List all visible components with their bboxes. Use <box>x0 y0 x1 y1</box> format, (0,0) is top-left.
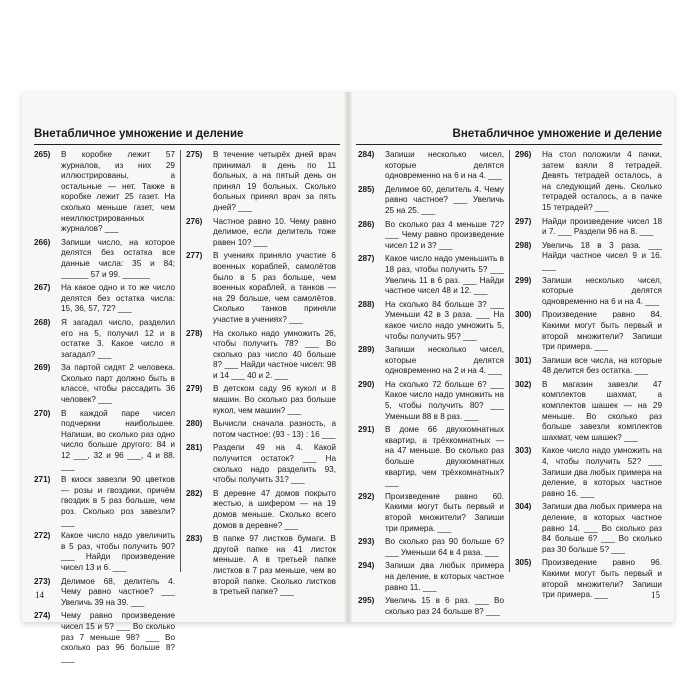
exercise-number: 301) <box>515 355 532 365</box>
exercise-item <box>358 425 504 489</box>
exercise-item <box>34 150 175 235</box>
exercise-number: 288) <box>358 299 375 309</box>
exercise-text: В деревне 47 домов покрыто жестью, а шифером — на 19 домов меньше. Сколько всего домов в деревне? ___ <box>213 488 336 530</box>
exercise-number: 302) <box>515 379 532 389</box>
exercise-item <box>186 150 336 214</box>
exercise-item <box>34 283 175 315</box>
exercise-text: Запиши два любых примера на деление, в которых частное равно 11. ___ <box>385 561 504 592</box>
exercise-number: 287) <box>358 254 375 264</box>
exercise-text: Запиши все числа, на которые 48 делится без остатка. ___ <box>542 355 662 376</box>
exercise-text: В течение четырёх дней врач принимал в день по 11 больных, а на пятый день он принял 19 больных. Сколько больных принял врач за пять дней? ___ <box>213 150 336 212</box>
exercise-text: Какое число надо увеличить в 5 раз, чтобы получить 90? ___ Найди произведение чисел 13 и 6. ___ <box>61 531 175 572</box>
exercise-text: На сколько 84 больше 3? ___ Уменьши 42 в 3 раза. ___ На какое число надо умножить 5, чтобы получить 95? ___ <box>385 299 504 341</box>
exercise-number: 293) <box>358 537 375 547</box>
exercise-text: Какое число надо умножить на 4, чтобы получить 52? ___ Запиши два любых примера на деление, в которых частное равно 16. ___ <box>542 446 662 498</box>
exercise-number: 268) <box>34 317 51 327</box>
title-rule <box>34 144 340 145</box>
page-title: Внетабличное умножение и деление <box>34 128 244 140</box>
exercise-number: 284) <box>358 150 375 159</box>
exercise-item <box>515 310 662 352</box>
exercise-item <box>358 561 504 593</box>
exercise-text: Произведение равно 84. Какими могут быть первый и второй множители? Запиши три примера. ___ <box>542 310 662 352</box>
exercise-item <box>515 356 662 377</box>
exercise-item <box>186 489 336 531</box>
title-rule <box>356 144 662 145</box>
exercise-text: Увеличь 18 в 3 раза. ___ Найди частное чисел 9 и 16. ___ <box>542 240 662 271</box>
exercise-text: Во сколько раз 4 меньше 72? ___ Чему равно произведение чисел 12 и 3? ___ <box>385 219 504 250</box>
exercise-item <box>358 150 504 182</box>
exercise-text: Запиши число, на которое делятся без остатка все данные числа: 35 и 84; ______ 57 и 99. ______ <box>61 237 175 279</box>
exercise-text: В детском саду 96 кукол и 8 машин. Во сколько раз больше кукол, чем машин? ___ <box>213 384 336 415</box>
exercise-text: Я загадал число, разделил его на 5, получил 12 и в остатке 3. Какое число я загадал? ___ <box>61 317 175 359</box>
book-spine <box>344 92 352 622</box>
exercise-item <box>186 534 336 598</box>
exercise-item <box>358 492 504 534</box>
exercise-text: В каждой паре чисел подчеркни наибольшее. Напиши, во сколько раз одно число больше другого: 84 и 12 ___, 32 и 96 ___, 4 и 88. ___ <box>61 408 175 471</box>
page-title: Внетабличное умножение и деление <box>452 128 662 140</box>
exercise-number: 303) <box>515 446 532 456</box>
exercise-text: В коробке лежит 57 журналов, из них 29 иллюстрированы, а остальные — нет. Также в коробке лежит 25 газет. На сколько меньше газет, чем неиллюстрированных журналов? ___ <box>61 150 175 234</box>
left-page-column-2 <box>186 150 336 601</box>
exercise-number: 265) <box>34 150 51 159</box>
open-workbook <box>22 92 674 663</box>
exercise-text: Найди произведение чисел 18 и 7. ___ Раздели 96 на 8. ___ <box>542 216 662 237</box>
exercise-item <box>515 241 662 273</box>
left-page-column-1 <box>34 150 175 667</box>
exercise-number: 291) <box>358 425 375 435</box>
exercise-text: Вычисли сначала разность, а потом частное: (93 - 13) : 16 ___ <box>213 419 336 439</box>
exercise-number: 304) <box>515 502 532 512</box>
exercise-item <box>34 363 175 405</box>
exercise-text: В папке 97 листков бумаги. В другой папке на 41 листок меньше. А в третьей папке листков в 7 раз меньше, чем во второй папке. Сколько листков в третьей папке? ___ <box>213 534 336 597</box>
right-page <box>352 92 674 622</box>
column-divider <box>509 150 510 572</box>
exercise-item <box>515 217 662 238</box>
exercise-item <box>34 531 175 573</box>
exercise-number: 274) <box>34 611 51 621</box>
exercise-text: Произведение равно 96. Какими могут быть первый и второй множители? Запиши три примера. ___ <box>542 558 662 600</box>
exercise-text: На какое одно и то же число делятся без остатка числа: 15, 36, 57, 72? ___ <box>61 283 175 314</box>
exercise-number: 294) <box>358 561 375 571</box>
exercise-number: 281) <box>186 443 203 453</box>
exercise-item <box>34 475 175 528</box>
exercise-text: За партой сидят 2 человека. Сколько парт должно быть в классе, чтобы рассадить 36 человек? ___ <box>61 363 175 405</box>
exercise-item <box>186 251 336 325</box>
exercise-number: 279) <box>186 384 203 394</box>
exercise-item <box>34 409 175 473</box>
exercise-item <box>515 276 662 308</box>
exercise-text: Запиши несколько чисел, которые делятся одновременно на 6 и на 4. ___ <box>385 150 504 181</box>
column-divider <box>180 150 181 572</box>
exercise-item <box>515 446 662 499</box>
exercise-number: 273) <box>34 576 51 586</box>
exercise-number: 285) <box>358 184 375 194</box>
exercise-item <box>358 254 504 296</box>
exercise-number: 283) <box>186 534 203 544</box>
exercise-text: Делимое 60, делитель 4. Чему равно частное? ___ Увеличь 25 на 25. ___ <box>385 184 504 215</box>
exercise-number: 305) <box>515 558 532 568</box>
exercise-item <box>186 217 336 249</box>
exercise-text: Запиши несколько чисел, которые делятся одновременно на 2 и на 4. ___ <box>385 345 504 376</box>
exercise-text: Чему равно произведение чисел 15 и 5? ___ Во сколько раз 7 меньше 98? ___ Во сколько раз 96 больше 8? ___ <box>61 611 175 663</box>
left-page <box>22 92 344 663</box>
exercise-item <box>34 238 175 280</box>
exercise-item <box>34 577 175 609</box>
exercise-number: 296) <box>515 150 532 159</box>
exercise-text: На сколько 72 больше 6? ___ Какое число надо умножить на 5, чтобы получить 80? ___ Уменьши 88 в 8 раз. ___ <box>385 379 504 421</box>
exercise-item <box>358 300 504 342</box>
exercise-number: 282) <box>186 488 203 498</box>
page-number: 14 <box>35 590 44 600</box>
exercise-number: 275) <box>186 150 203 159</box>
exercise-number: 286) <box>358 219 375 229</box>
exercise-number: 289) <box>358 345 375 355</box>
exercise-text: В доме 66 двухкомнатных квартир, а трёхкомнатных — на 47 меньше. Во сколько раз больше двухкомнатных квартир, чем трёхкомнатных? ___ <box>385 425 504 488</box>
exercise-item <box>34 318 175 360</box>
exercise-number: 292) <box>358 491 375 501</box>
exercise-text: В магазин завезли 47 комплектов шахмат, а комплектов шашек — на 29 меньше. Во сколько раз больше завезли комплектов шахмат, чем шашек? ___ <box>542 379 662 442</box>
exercise-item <box>186 329 336 382</box>
exercise-text: На сколько надо умножить 26, чтобы получить 78? ___ Во сколько раз число 40 больше 8? ___ Найди частное чисел: 98 и 14 ___ 40 и 2. ___ <box>213 328 336 380</box>
exercise-item <box>358 185 504 217</box>
exercise-text: В киоск завезли 90 цветков — розы и гвоздики, причём гвоздик в 5 раз больше, чем роз. Сколько роз завезли? ___ <box>61 475 175 527</box>
exercise-number: 295) <box>358 596 375 606</box>
exercise-item <box>515 380 662 444</box>
exercise-text: Частное равно 10. Чему равно делимое, если делитель тоже равен 10? ___ <box>213 216 336 247</box>
exercise-number: 267) <box>34 283 51 293</box>
exercise-item <box>358 596 504 617</box>
exercise-item <box>186 384 336 416</box>
exercise-item <box>186 419 336 440</box>
exercise-number: 270) <box>34 408 51 418</box>
exercise-text: В учениях приняло участие 6 военных кораблей, самолётов было в 5 раз больше, чем военных кораблей, а танков — на 29 больше, чем самолётов. Сколько танков приняли участие в учениях? ___ <box>213 251 336 324</box>
exercise-number: 300) <box>515 310 532 320</box>
page-number: 15 <box>651 590 660 600</box>
exercise-number: 297) <box>515 216 532 226</box>
exercise-number: 276) <box>186 216 203 226</box>
exercise-number: 266) <box>34 237 51 247</box>
exercise-text: Увеличь 15 в 6 раз. ___ Во сколько раз 24 больше 8? ___ <box>385 596 504 616</box>
exercise-item <box>186 443 336 485</box>
exercise-number: 298) <box>515 240 532 250</box>
exercise-item <box>358 220 504 252</box>
exercise-number: 277) <box>186 251 203 261</box>
exercise-number: 290) <box>358 379 375 389</box>
exercise-number: 280) <box>186 419 203 429</box>
exercise-number: 272) <box>34 531 51 541</box>
exercise-text: Запиши два любых примера на деление, в которых частное равно 14. ___ Во сколько раз 84 больше 6? ___ Во сколько раз 30 больше 5? ___ <box>542 502 662 554</box>
right-page-column-1 <box>358 150 504 620</box>
exercise-item <box>358 345 504 377</box>
exercise-text: Делимое 68, делитель 4. Чему равно частное? ___ Увеличь 39 на 39. ___ <box>61 576 175 607</box>
exercise-number: 299) <box>515 275 532 285</box>
exercise-number: 269) <box>34 363 51 373</box>
right-page-column-2 <box>515 150 662 604</box>
exercise-item <box>515 150 662 214</box>
exercise-number: 278) <box>186 328 203 338</box>
exercise-item <box>515 502 662 555</box>
exercise-text: Раздели 49 на 4. Какой получится остаток? ___ На сколько надо разделить 93, чтобы получить 31? ___ <box>213 443 336 485</box>
exercise-text: На стол положили 4 пачки, затем взяли 8 тетрадей. Девять тетрадей осталось, а на следующий день. Сколько тетрадей осталось, а в пачке 15 тетрадей? ___ <box>542 150 662 212</box>
exercise-text: Запиши несколько чисел, которые делятся одновременно на 6 и на 4. ___ <box>542 275 662 306</box>
exercise-text: Во сколько раз 90 больше 6? ___ Уменьши 64 в 4 раза. ___ <box>385 537 504 557</box>
exercise-item <box>358 537 504 558</box>
exercise-number: 271) <box>34 475 51 485</box>
exercise-text: Какое число надо уменьшить в 18 раз, чтобы получить 5? ___ Увеличь 11 в 6 раз. ___ Найди частное чисел 48 и 12. ___ <box>385 254 504 296</box>
exercise-item <box>34 611 175 664</box>
exercise-text: Произведение равно 60. Какими могут быть первый и второй множители? Запиши три примера. ___ <box>385 491 504 533</box>
exercise-item <box>515 558 662 600</box>
exercise-item <box>358 380 504 422</box>
